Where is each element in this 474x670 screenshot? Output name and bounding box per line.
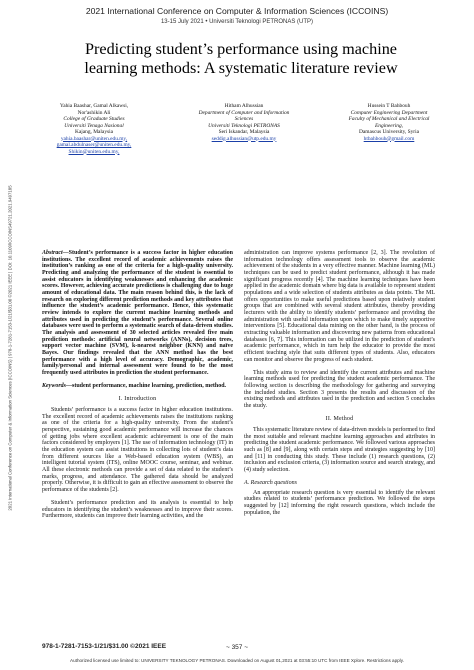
author-line: Computer Engineering Department [350,109,428,116]
side-identifier-strip [5,78,15,618]
keywords [42,383,233,390]
author-line: Hussein T Bahbouh [367,103,411,109]
body-paragraph: administration can improve systems performance [2, 3]. The revolution of information technology offers assessment tools to observe the academic achievement of the students in a very effective manner. Machine learning (ML) techniques can be used to predict student performance, although it has made significant progress recently [4]. The machine learning techniques have been applied in the academic domain where big data is available to represent student populations and a wide selection of students attributes as data points. The ML offers opportunities to make useful predictions based upon relatively student groups that are combined with several student attributes, thereby providing lecturers with the ability to identify students’ performance and providing the administration with useful information upon which to make timely supportive interventions [5]. Educational data mining on the other hand, is the process of extracting valuable information and discovering new patterns from educational databases [6, 7]. This information can be utilized in the prediction of student’s academic performance, which in turn help the educator to provide the most efficient teaching style that suits different types of students. Also, educators can monitor and observe the progress of each student. [244,250,435,363]
author-email-link[interactable]: yahia.baashar@uniten.edu.my, [60,135,128,142]
left-column [42,250,233,527]
section-heading-introduction: I. Introduction [118,396,157,403]
author-line: Sciences [234,116,254,122]
author-email-link[interactable]: gamal.abdulnaser@uniten.edu.my, [56,142,132,148]
author-line: Nor'ashikin Ali [77,109,111,116]
paper-title [36,40,446,77]
keywords-label: Keywords [42,383,66,390]
author-line: Damascus University, Syria [359,129,419,135]
conference-date-venue: 13-15 July 2021 • Universiti Teknologi PETRONAS (UTP) [160,19,314,25]
paper-title-line: Predicting student’s performance using machine [85,40,397,58]
body-paragraph: This study aims to review and identify the current attributes and machine learning methods used for predicting the student academic performance. The following section is describing the methodology for gathering and surveying the included studies. Section 3 presents the results and discussion of the existing methods and attributes used in the prediction and section 5 concludes the study. [244,369,435,410]
footer-page-number: ~ 357 ~ [225,644,249,651]
author-email-link[interactable]: htbahbouh@gmail.com [363,135,415,142]
body-paragraph: An appropriate research question is very essential to identify the relevant studies related to students’ performance prediction. We followed the steps suggested by [12] informing the right research questions, which include the population, the [244,489,435,516]
author-line: Engineering, [375,122,403,129]
abstract-label: Abstract [42,250,63,256]
body-paragraph: Student’s performance prediction and its analysis is essential to help educators in identifying the student’s weaknesses and to improve their scores. Furthermore, students can improve their learning activities, and the [42,500,233,520]
author-email-link[interactable]: Shikin@uniten.edu.my, [68,148,120,155]
paper-title-line: learning methods: A systematic literature review [84,58,398,77]
section-heading-method: II. Method [325,416,354,423]
author-affiliation [38,103,150,155]
author-affiliation [330,103,448,142]
abstract-text: —Student’s performance is a success factor in higher education institutions. The excellent record of academic achievements raises the institution’s ranking as one of the criteria for a high-quality university. Predicting and analyzing the performance of the student is essential to assist educators in identifying weaknesses and enhancing the academic scores. However, achieving accurate predictions is challenging due to huge amount of educational data. The main reason behind this, is the lack of research on exploring different prediction methods and key attributes that influence the student’s academic performance. Hence, this systematic review intends to explore the current machine learning methods and attributes used in predicting the student’s performance. Several online databases were used to perform a systematic search of data-driven studies. The analysis and assessment of 30 selected articles revealed five main prediction methods: artificial neural networks (ANNs), decision trees, support vector machine (SVM), k-nearest neighbor (KNN) and naïve Bayes. Our findings revealed that the ANN method has the best performance with a high level of accuracy. Demographic, academic, family/personal and internal assessment were found to be the most frequently used attributes in prediction the student performance. [42,250,233,376]
footer-isbn: 978-1-7281-7153-1/21/$31.00 ©2021 IEEE [42,643,167,650]
author-line: Hitham Alhussian [224,103,264,109]
author-line: Seri Iskandar, Malaysia [218,129,270,135]
author-line: Faculty of Mechanical and Electrical [348,116,430,122]
author-line: Kajang, Malaysia [74,129,114,135]
conference-title: 2021 International Conference on Computer & Information Sciences (ICCOINS) [85,6,389,16]
author-affiliation [188,103,300,142]
body-paragraph: Students’ performance is a success factor in higher education institutions. The excellent record of academic achievements raises the institutions ranking as one of the criteria for a high-quality university. From the student’s perspective, sustaining good academic performance will increase the chances of getting jobs where excellent academic achievement is one of the main factors considered by employers [1]. The use of information technology (IT) in the education system can assist institutions in collecting lots of student’s data from different sources like a Web-based education system (WBS), an intelligent tutorial system (ITS), online MOOC course, seminar, and webinar. All these electronic methods can provide a set of data related to the student’s marks, progress, and attendance. The gathered data should be analyzed properly. Otherwise, it is difficult to gain an effective assessment to observe the performance of the students [2]. [42,406,234,493]
author-line: College of Graduate Studies [63,116,125,122]
side-identifier-text: 2021 International Conference on Computer & Information Sciences (ICCOINS) | 978-1-7281-7153-1/21/$31.00 ©2021 IEEE | DOI: 10.1109/ICCOINS49721.2021.9497185 [7,185,13,511]
author-block [30,103,448,183]
right-column [244,250,435,523]
author-line: Yahia Baashar, Gamal Alkawsi, [59,103,129,109]
author-line: Department of Computer and Information [198,109,290,116]
footer-license-notice: Authorized licensed use limited to: UNIVERSITY TEKNOLOGY PETRONAS. Downloaded on August 01,2021 at 03:55:10 UTC from IEEE Xplore. Restrictions apply. [70,658,404,663]
author-line: Universiti Teknologi PETRONAS [208,122,280,129]
abstract [42,250,233,376]
author-line: Universiti Tenaga Nasional [64,122,124,129]
author-email-link[interactable]: seddig.alhussian@utp.edu.my [211,135,277,142]
subsection-heading-research-questions: A. Research questions [244,480,297,487]
keywords-text: —student performance, machine learning, prediction, method. [66,383,227,390]
body-paragraph: This systematic literature review of data-driven models is performed to find the most suitable and relevant machine learning approaches and attributes in predicting the student academic performance. We followed various approaches such as [8] and [9], along with certain steps and strategies suggesting by [10] and [11] in conducting this study. These include (1) research questions, (2) inclusion and exclusion criteria, (3) information source and search strategy, and (4) study selection. [244,426,435,473]
